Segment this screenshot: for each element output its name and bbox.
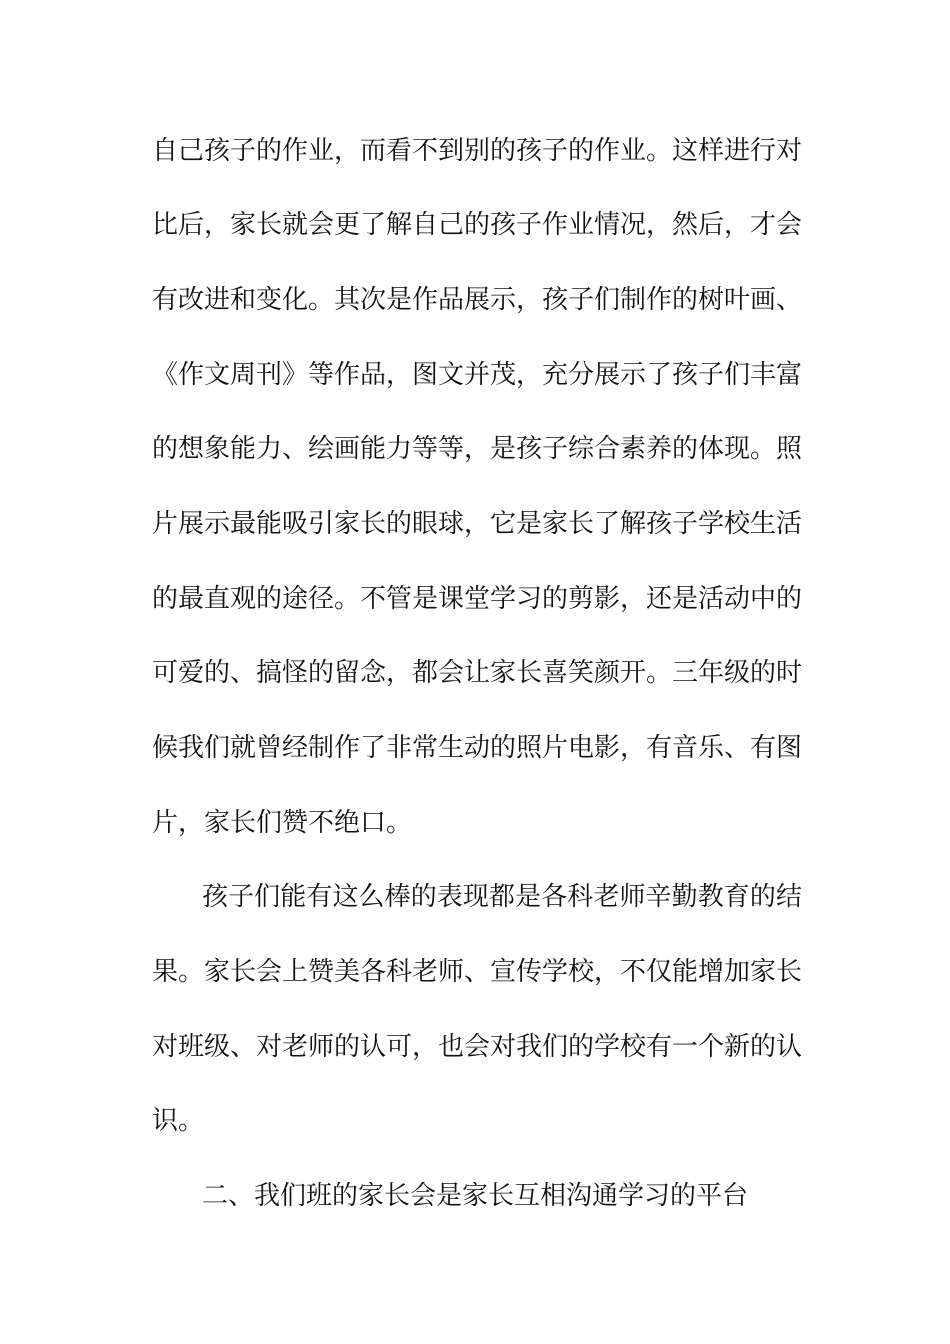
paragraph-line: 有改进和变化。其次是作品展示，孩子们制作的树叶画、: [152, 285, 803, 315]
paragraph-line: 对班级、对老师的认可，也会对我们的学校有一个新的认: [152, 1032, 803, 1062]
paragraph-line: 片，家长们赞不绝口。: [152, 808, 413, 838]
section-heading: 二、我们班的家长会是家长互相沟通学习的平台: [202, 1181, 749, 1211]
paragraph-line: 果。家长会上赞美各科老师、宣传学校，不仅能增加家长: [152, 957, 803, 987]
paragraph-line: 的最直观的途径。不管是课堂学习的剪影，还是活动中的: [152, 584, 803, 614]
paragraph-line: 可爱的、搞怪的留念，都会让家长喜笑颜开。三年级的时: [152, 658, 803, 688]
paragraph-line: 的想象能力、绘画能力等等，是孩子综合素养的体现。照: [152, 434, 803, 464]
paragraph-line: 候我们就曾经制作了非常生动的照片电影，有音乐、有图: [152, 733, 803, 763]
paragraph-line: 识。: [152, 1106, 205, 1136]
paragraph-line: 自己孩子的作业，而看不到别的孩子的作业。这样进行对: [152, 136, 803, 166]
paragraph-line: 孩子们能有这么棒的表现都是各科老师辛勤教育的结: [202, 882, 802, 912]
paragraph-line: 比后，家长就会更了解自己的孩子作业情况，然后，才会: [152, 210, 803, 240]
paragraph-line: 《作文周刊》等作品，图文并茂，充分展示了孩子们丰富: [152, 360, 803, 390]
paragraph-line: 片展示最能吸引家长的眼球，它是家长了解孩子学校生活: [152, 509, 803, 539]
